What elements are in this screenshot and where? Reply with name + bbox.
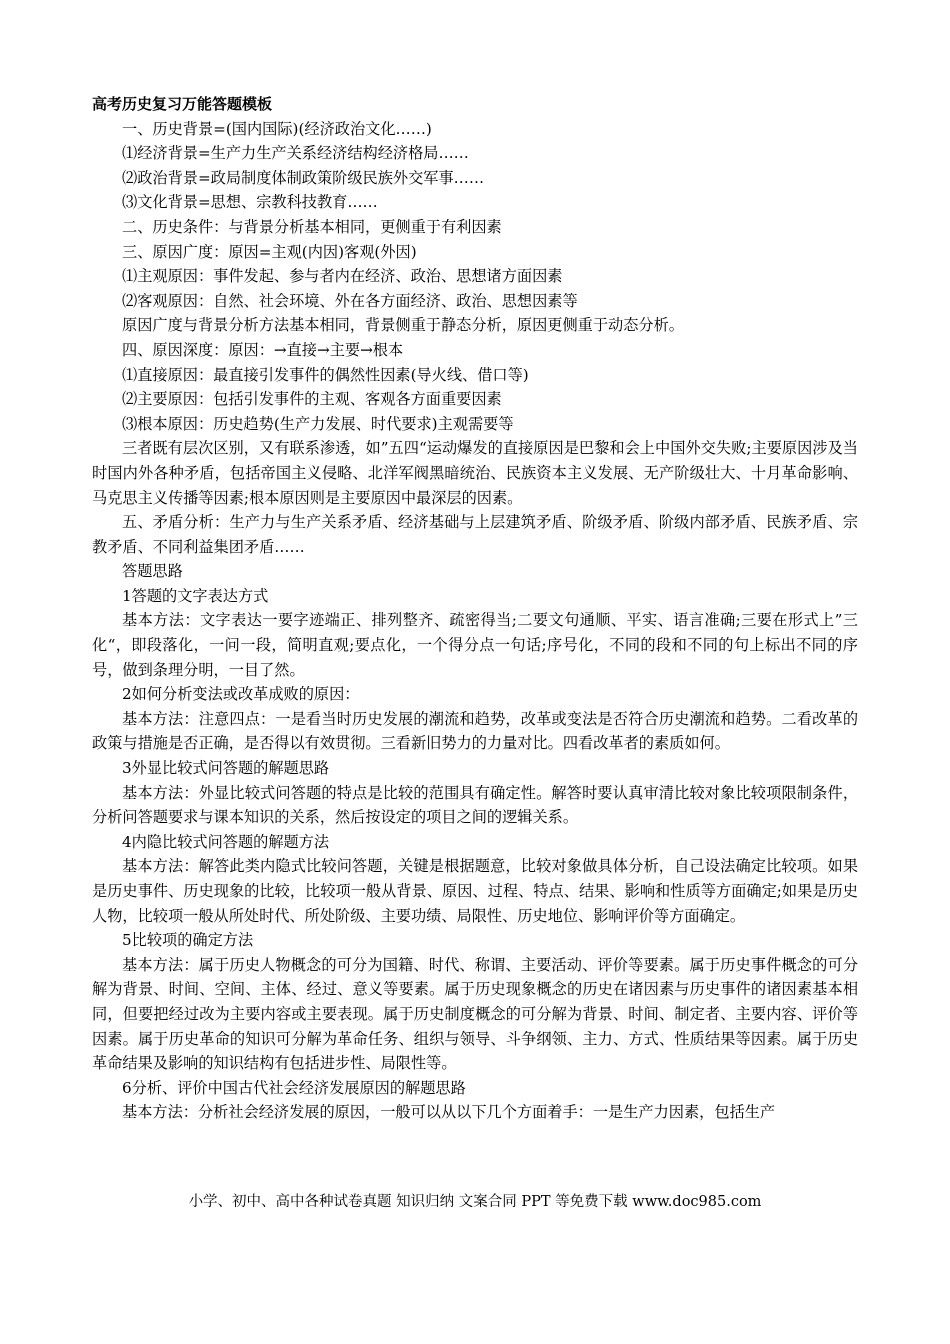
item-heading-2: 2如何分析变法或改革成败的原因： — [122, 685, 360, 704]
paragraph-cause-depth: 四、原因深度：原因：→直接→主要→根本 — [122, 340, 404, 359]
paragraph-bg-cultural: ⑶文化背景=思想、宗教科技教育…… — [122, 193, 378, 212]
item-body-4: 基本方法：解答此类内隐式比较问答题，关键是根据题意，比较对象做具体分析，自己设法确定比较项。如果是历史事件、历史现象的比较，比较项一般从背景、原因、过程、特点、结果、影响和性质等方面确定;如果是历史人物，比较项一般从所处时代、所处阶级、主要功绩、局限性、历史地位、影响评价等方面确定。 — [92, 857, 858, 925]
item-body-3: 基本方法：外显比较式问答题的特点是比较的范围具有确定性。解答时要认真审清比较对象比较项限制条件，分析问答题要求与课本知识的关系，然后按设定的项目之间的逻辑关系。 — [92, 783, 858, 827]
paragraph-bg-political: ⑵政治背景=政局制度体制政策阶级民族外交军事…… — [122, 168, 485, 187]
paragraph-direct-cause: ⑴直接原因：最直接引发事件的偶然性因素(导火线、借口等) — [122, 365, 529, 384]
item-heading-4: 4内隐比较式问答题的解题方法 — [122, 832, 330, 851]
section-heading-approach: 答题思路 — [122, 562, 183, 581]
paragraph-bg-1: 一、历史背景=(国内国际)(经济政治文化……) — [122, 119, 432, 138]
item-heading-1: 1答题的文字表达方式 — [122, 586, 269, 605]
paragraph-may-fourth-example: 三者既有层次区别，又有联系渗透，如”五四“运动爆发的直接原因是巴黎和会上中国外交失败;主要原因涉及当时国内外各种矛盾，包括帝国主义侵略、北洋军阀黑暗统治、民族资本主义发展、无产阶级壮大、十月革命影响、马克思主义传播等因素;根本原因则是主要原因中最深层的因素。 — [92, 439, 858, 507]
paragraph-objective-cause: ⑵客观原因：自然、社会环境、外在各方面经济、政治、思想因素等 — [122, 291, 578, 310]
item-body-5: 基本方法：属于历史人物概念的可分为国籍、时代、称谓、主要活动、评价等要素。属于历史事件概念的可分解为背景、时间、空间、主体、经过、意义等要素。属于历史现象概念的历史在诸因素与历史事件的诸因素基本相同，但要把经过改为主要内容或主要表现。属于历史制度概念的可分解为背景、时间、制定者、主要内容、评价等因素。属于历史革命的知识可分解为革命任务、组织与领导、斗争纲领、主力、方式、性质结果等因素。属于历史革命结果及影响的知识结构有包括进步性、局限性等。 — [92, 955, 858, 1073]
paragraph-breadth-note: 原因广度与背景分析方法基本相同，背景侧重于静态分析，原因更侧重于动态分析。 — [122, 316, 684, 335]
item-heading-6: 6分析、评价中国古代社会经济发展原因的解题思路 — [122, 1078, 466, 1097]
paragraph-contradictions: 五、矛盾分析：生产力与生产关系矛盾、经济基础与上层建筑矛盾、阶级矛盾、阶级内部矛盾、民族矛盾、宗教矛盾、不同利益集团矛盾…… — [92, 513, 858, 556]
paragraph-root-cause: ⑶根本原因：历史趋势(生产力发展、时代要求)主观需要等 — [122, 414, 514, 433]
document-title: 高考历史复习万能答题模板 — [92, 95, 273, 113]
page-footer: 小学、初中、高中各种试卷真题 知识归纳 文案合同 PPT 等免费下载 www.doc985.com — [188, 1194, 762, 1210]
paragraph-bg-economic: ⑴经济背景=生产力生产关系经济结构经济格局…… — [122, 144, 469, 163]
paragraph-subjective-cause: ⑴主观原因：事件发起、参与者内在经济、政治、思想诸方面因素 — [122, 267, 563, 286]
item-body-6: 基本方法：分析社会经济发展的原因，一般可以从以下几个方面着手：一是生产力因素，包括生产 — [122, 1103, 776, 1122]
item-heading-3: 3外显比较式问答题的解题思路 — [122, 759, 330, 778]
paragraph-cause-breadth: 三、原因广度：原因=主观(内因)客观(外因) — [122, 242, 417, 261]
paragraph-conditions: 二、历史条件：与背景分析基本相同，更侧重于有利因素 — [122, 217, 502, 236]
item-body-2: 基本方法：注意四点：一是看当时历史发展的潮流和趋势，改革或变法是否符合历史潮流和趋势。二看改革的政策与措施是否正确，是否得以有效贯彻。三看新旧势力的力量对比。四看改革者的素质如何。 — [92, 709, 858, 753]
paragraph-main-cause: ⑵主要原因：包括引发事件的主观、客观各方面重要因素 — [122, 390, 502, 409]
item-heading-5: 5比较项的确定方法 — [122, 931, 254, 950]
item-body-1: 基本方法：文字表达一要字迹端正、排列整齐、疏密得当;二要文句通顺、平实、语言准确;三要在形式上”三化“，即段落化，一问一段，简明直观;要点化，一个得分点一句话;序号化，不同的段和不同的句上标出不同的序号，做到条理分明，一目了然。 — [92, 611, 858, 679]
document-body — [92, 92, 858, 1125]
